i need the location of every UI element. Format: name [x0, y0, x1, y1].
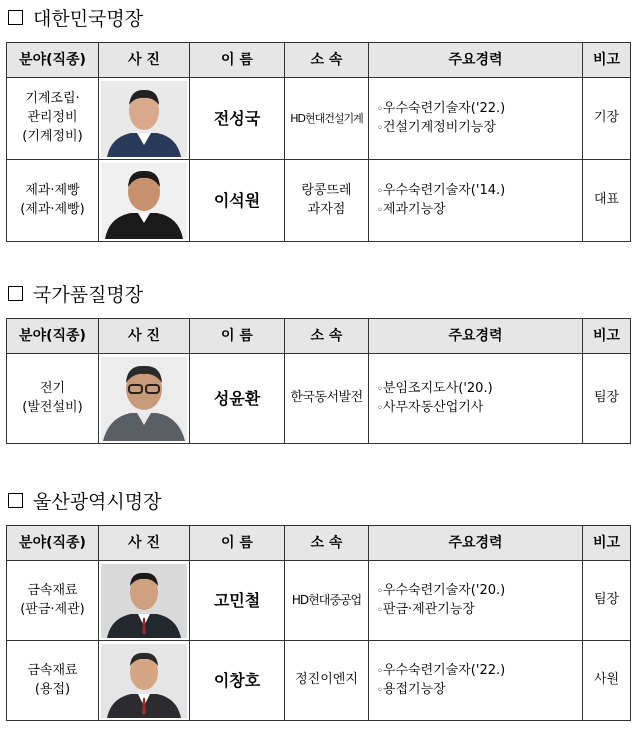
checkbox-square-icon	[8, 286, 23, 301]
header-field: 분야(직종)	[7, 319, 99, 354]
checkbox-square-icon	[8, 10, 23, 25]
section-title	[8, 280, 143, 306]
checkbox-square-icon	[8, 493, 23, 508]
note-cell: 대표	[583, 160, 631, 242]
name-cell: 고민철	[190, 561, 285, 641]
photo-cell	[99, 641, 190, 721]
header-org: 소 속	[285, 43, 369, 78]
table-row	[7, 78, 631, 160]
career-cell: ◦ 우수숙련기술자('22.) ◦ 건설기계정비기능장	[369, 78, 583, 160]
table-quality-master	[6, 318, 631, 444]
field-cell: 금속재료 (용접)	[7, 641, 99, 721]
header-name: 이 름	[190, 526, 285, 561]
org-cell: 정진이엔지	[285, 641, 369, 721]
person-photo	[101, 81, 187, 157]
photo-cell	[99, 160, 190, 242]
person-photo	[101, 357, 187, 441]
table-row	[7, 561, 631, 641]
header-photo: 사 진	[99, 526, 190, 561]
name-cell: 이석원	[190, 160, 285, 242]
org-cell: 한국동서발전	[285, 354, 369, 444]
header-field: 분야(직종)	[7, 43, 99, 78]
photo-cell	[99, 78, 190, 160]
career-cell: ◦ 우수숙련기술자('22.) ◦ 용접기능장	[369, 641, 583, 721]
note-cell: 팀장	[583, 354, 631, 444]
header-org: 소 속	[285, 526, 369, 561]
section-title	[8, 487, 161, 513]
person-photo	[101, 644, 187, 718]
note-cell: 사원	[583, 641, 631, 721]
org-cell: HD현대건설기계	[285, 78, 369, 160]
header-note: 비고	[583, 319, 631, 354]
table-header-row	[7, 43, 631, 78]
table-header-row	[7, 526, 631, 561]
field-cell: 기계조립· 관리정비 (기계정비)	[7, 78, 99, 160]
section-title-text: 국가품질명장	[33, 283, 144, 306]
header-career: 주요경력	[369, 526, 583, 561]
name-cell: 이창호	[190, 641, 285, 721]
header-note: 비고	[583, 526, 631, 561]
career-cell: ◦ 우수숙련기술자('14.) ◦ 제과기능장	[369, 160, 583, 242]
header-name: 이 름	[190, 43, 285, 78]
header-career: 주요경력	[369, 43, 583, 78]
header-career: 주요경력	[369, 319, 583, 354]
photo-cell	[99, 354, 190, 444]
name-cell: 성윤환	[190, 354, 285, 444]
org-cell: HD현대중공업	[285, 561, 369, 641]
header-org: 소 속	[285, 319, 369, 354]
table-header-row	[7, 319, 631, 354]
header-photo: 사 진	[99, 319, 190, 354]
field-cell: 금속재료 (판금·제관)	[7, 561, 99, 641]
field-cell: 제과·제빵 (제과·제빵)	[7, 160, 99, 242]
career-cell: ◦ 우수숙련기술자('20.) ◦ 판금·제관기능장	[369, 561, 583, 641]
note-cell: 기장	[583, 78, 631, 160]
table-korea-master	[6, 42, 631, 242]
name-cell: 전성국	[190, 78, 285, 160]
header-note: 비고	[583, 43, 631, 78]
table-row	[7, 641, 631, 721]
section-title	[8, 4, 143, 30]
header-field: 분야(직종)	[7, 526, 99, 561]
table-ulsan-master	[6, 525, 631, 721]
career-cell: ◦ 분임조지도사('20.) ◦ 사무자동산업기사	[369, 354, 583, 444]
note-cell: 팀장	[583, 561, 631, 641]
person-photo	[101, 163, 187, 239]
header-photo: 사 진	[99, 43, 190, 78]
header-name: 이 름	[190, 319, 285, 354]
section-title-text: 울산광역시명장	[33, 490, 162, 513]
photo-cell	[99, 561, 190, 641]
section-title-text: 대한민국명장	[33, 7, 144, 30]
org-cell: 랑콩뜨레 과자점	[285, 160, 369, 242]
field-cell: 전기 (발전설비)	[7, 354, 99, 444]
table-row	[7, 354, 631, 444]
table-row	[7, 160, 631, 242]
person-photo	[101, 564, 187, 638]
